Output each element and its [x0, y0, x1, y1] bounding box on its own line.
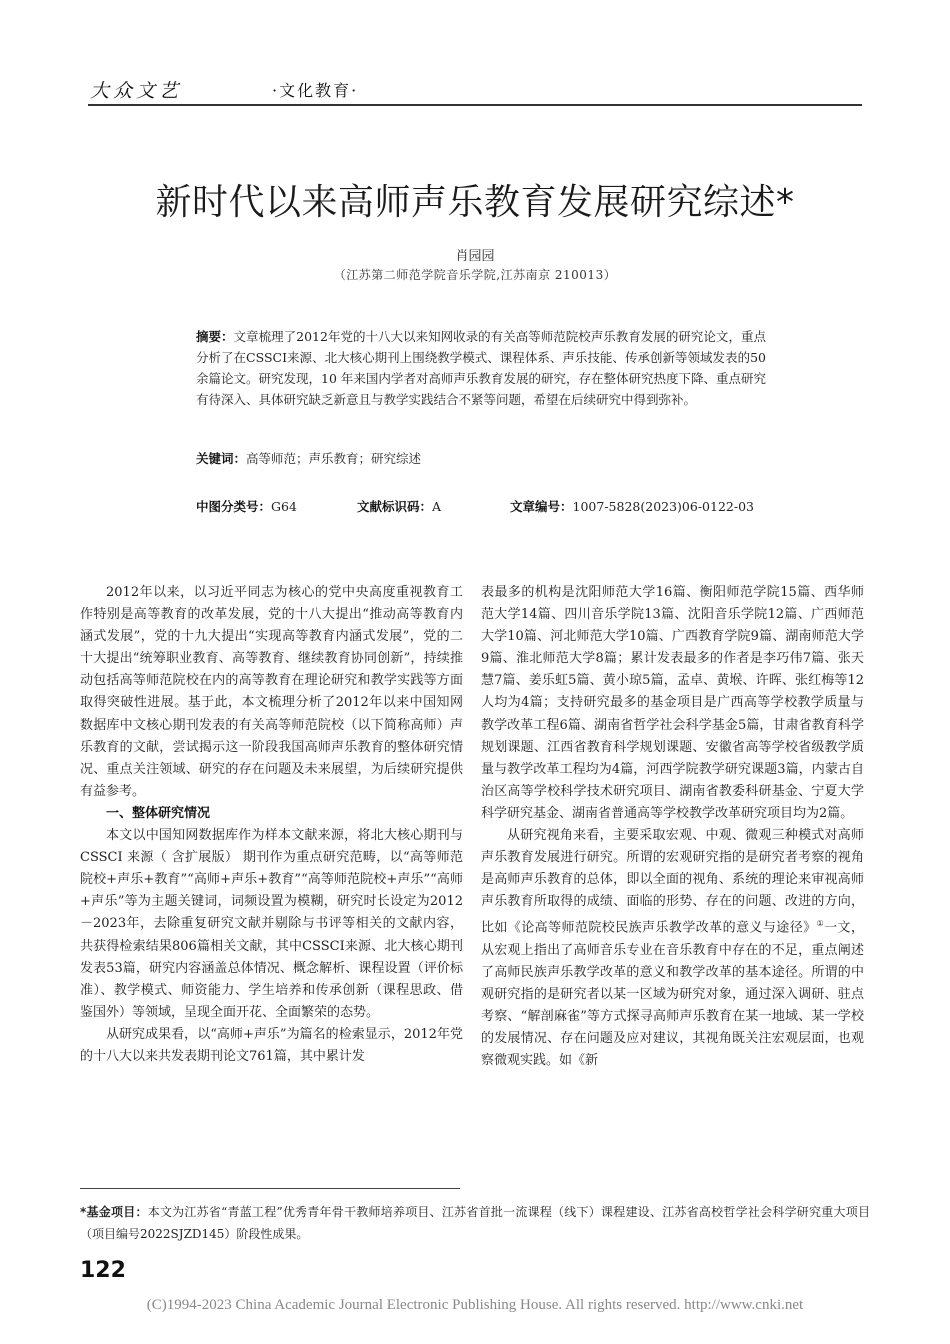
- abstract-text: 文章梳理了2012年党的十八大以来知网收录的有关高等师范院校声乐教育发展的研究论文，重点分析了在CSSCI来源、北大核心期刊上围绕教学模式、课程体系、声乐技能、传承创新等领域发表的50余篇论文。研究发现，10 年来国内学者对高师声乐教育发展的研究，存在整体研究热度下降、重点研究有待深入、具体研究缺乏新意且与教学实践结合不紧等问题，希望在后续研究中得到弥补。: [196, 329, 766, 407]
- funding-text: 本文为江苏省“青蓝工程”优秀青年骨干教师培养项目、江苏省首批一流课程（线下）课程建设、江苏省高校哲学社会科学研究重大项目（项目编号2022SJZD145）阶段性成果。: [80, 1205, 870, 1241]
- journal-name: 大众文艺: [90, 80, 183, 102]
- body-text: 从研究视角来看，主要采取宏观、中观、微观三种模式对高师声乐教育发展进行研究。所谓的宏观研究指的是研究者考察的视角是高师声乐教育的总体，即以全面的视角、系统的理论来审视高师声乐教育所取得的成绩、面临的形势、存在的问题、改进的方向，比如《论高等师范院校民族声乐教学改革的意义与途径》: [481, 828, 864, 936]
- footnote-ref: ①: [816, 919, 825, 929]
- body-column-left: [80, 582, 463, 1068]
- abstract-label: 摘要：: [196, 329, 234, 344]
- article-number-value: 1007-5828(2023)06-0122-03: [572, 499, 754, 514]
- clc-number: [196, 497, 297, 515]
- document-code: [357, 497, 441, 515]
- author-affiliation: （江苏第二师范学院音乐学院,江苏南京 210013）: [333, 268, 617, 282]
- footnote-divider: [80, 1188, 460, 1189]
- clc-label: 中图分类号：: [196, 499, 272, 514]
- keywords-text: 高等师范；声乐教育；研究综述: [246, 451, 422, 466]
- section-name: ·文化教育·: [272, 81, 359, 100]
- keywords: [196, 448, 766, 469]
- document-code-value: A: [432, 499, 442, 514]
- funding-label: *基金项目：: [80, 1205, 148, 1219]
- funding-footnote: [80, 1201, 870, 1245]
- article-number-label: 文章编号：: [510, 499, 573, 514]
- body-paragraph: [481, 825, 864, 1072]
- body-text: 一文，从宏观上指出了高师音乐专业在音乐教育中存在的不足，重点阐述了高师民族声乐教学改革的意义和教学改革的基本途径。所谓的中观研究指的是研究者以某一区域为研究对象，通过深入调研、驻点考察、“解剖麻雀”等方式探寻高师声乐教育在某一地域、某一学校的发展情况、存在问题及应对建议，其视角既关注宏观层面，也观察微观实践。如《新: [481, 920, 864, 1069]
- document-code-label: 文献标识码：: [357, 499, 433, 514]
- clc-value: G64: [271, 499, 297, 514]
- copyright-notice: (C)1994-2023 China Academic Journal Electronic Publishing House. All rights reserved. http://www.cnki.net: [146, 1297, 804, 1313]
- article-number: [510, 497, 754, 515]
- body-paragraph: 从研究成果看，以“高师+声乐”为篇名的检索显示，2012年党的十八大以来共发表期刊论文761篇，其中累计发: [80, 1026, 463, 1064]
- author-name: 肖园园: [455, 249, 495, 264]
- abstract: [196, 326, 766, 410]
- body-paragraph: 表最多的机构是沈阳师范大学16篇、衡阳师范学院15篇、西华师范大学14篇、四川音乐学院13篇、沈阳音乐学院12篇、广西师范大学10篇、河北师范大学10篇、广西教育学院9篇、湖南师范大学9篇、淮北师范大学8篇；累计发表最多的作者是李巧伟7篇、张天慧7篇、姜乐虹5篇、黄小琼5篇，孟卓、黄堠、许晖、张红梅等12人均为4篇；支持研究最多的基金项目是广西高等学校教学质量与教学改革工程6篇、湖南省哲学社会科学基金5篇，甘肃省教育科学规划课题、江西省教育科学规划课题、安徽省高等学校省级教学质量与教学改革工程均为4篇，河西学院教学研究课题3篇，内蒙古自治区高等学校科学技术研究项目、湖南省教委科研基金、宁夏大学科学研究基金、湖南省普通高等学校教学改革研究项目均为2篇。: [481, 585, 864, 821]
- article-title: 新时代以来高师声乐教育发展研究综述*: [155, 182, 795, 224]
- body-paragraph: 2012年以来，以习近平同志为核心的党中央高度重视教育工作特别是高等教育的改革发展，党的十八大提出“推动高等教育内涵式发展”，党的十九大提出“实现高等教育内涵式发展”，党的二十大提出“统筹职业教育、高等教育、继续教育协同创新”，持续推动包括高等师范院校在内的高等教育在理论研究和教学实践等方面取得突破性进展。基于此，本文梳理分析了2012年以来中国知网数据库中文核心期刊发表的有关高等师范院校（以下简称高师）声乐教育的文献，尝试揭示这一阶段我国高师声乐教育的整体研究情况、重点关注领域、研究的存在问题及未来展望，为后续研究提供有益参考。: [80, 585, 463, 799]
- page-number: 122: [80, 1258, 126, 1283]
- keywords-label: 关键词：: [196, 451, 247, 466]
- body-column-right: [481, 582, 864, 1072]
- header-divider: [88, 104, 862, 106]
- body-paragraph: 本文以中国知网数据库作为样本文献来源，将北大核心期刊与CSSCI 来源（ 含扩展版） 期刊作为重点研究范畴，以“高等师范院校+声乐+教育”“高师+声乐+教育”“高等师范院校+声乐”“高师+声乐”等为主题关键词，词频设置为模糊，研究时长设定为2012－2023年，去除重复研究文献并剔除与书评等相关的文献内容，共获得检索结果806篇相关文献，其中CSSCI来源、北大核心期刊发表53篇，研究内容涵盖总体情况、概念解析、课程设置（评价标准）、教学模式、师资能力、学生培养和传承创新（课程思政、借鉴国外）等领域，呈现全面开花、全面繁荣的态势。: [80, 828, 463, 1020]
- section-heading: 一、整体研究情况: [106, 805, 211, 821]
